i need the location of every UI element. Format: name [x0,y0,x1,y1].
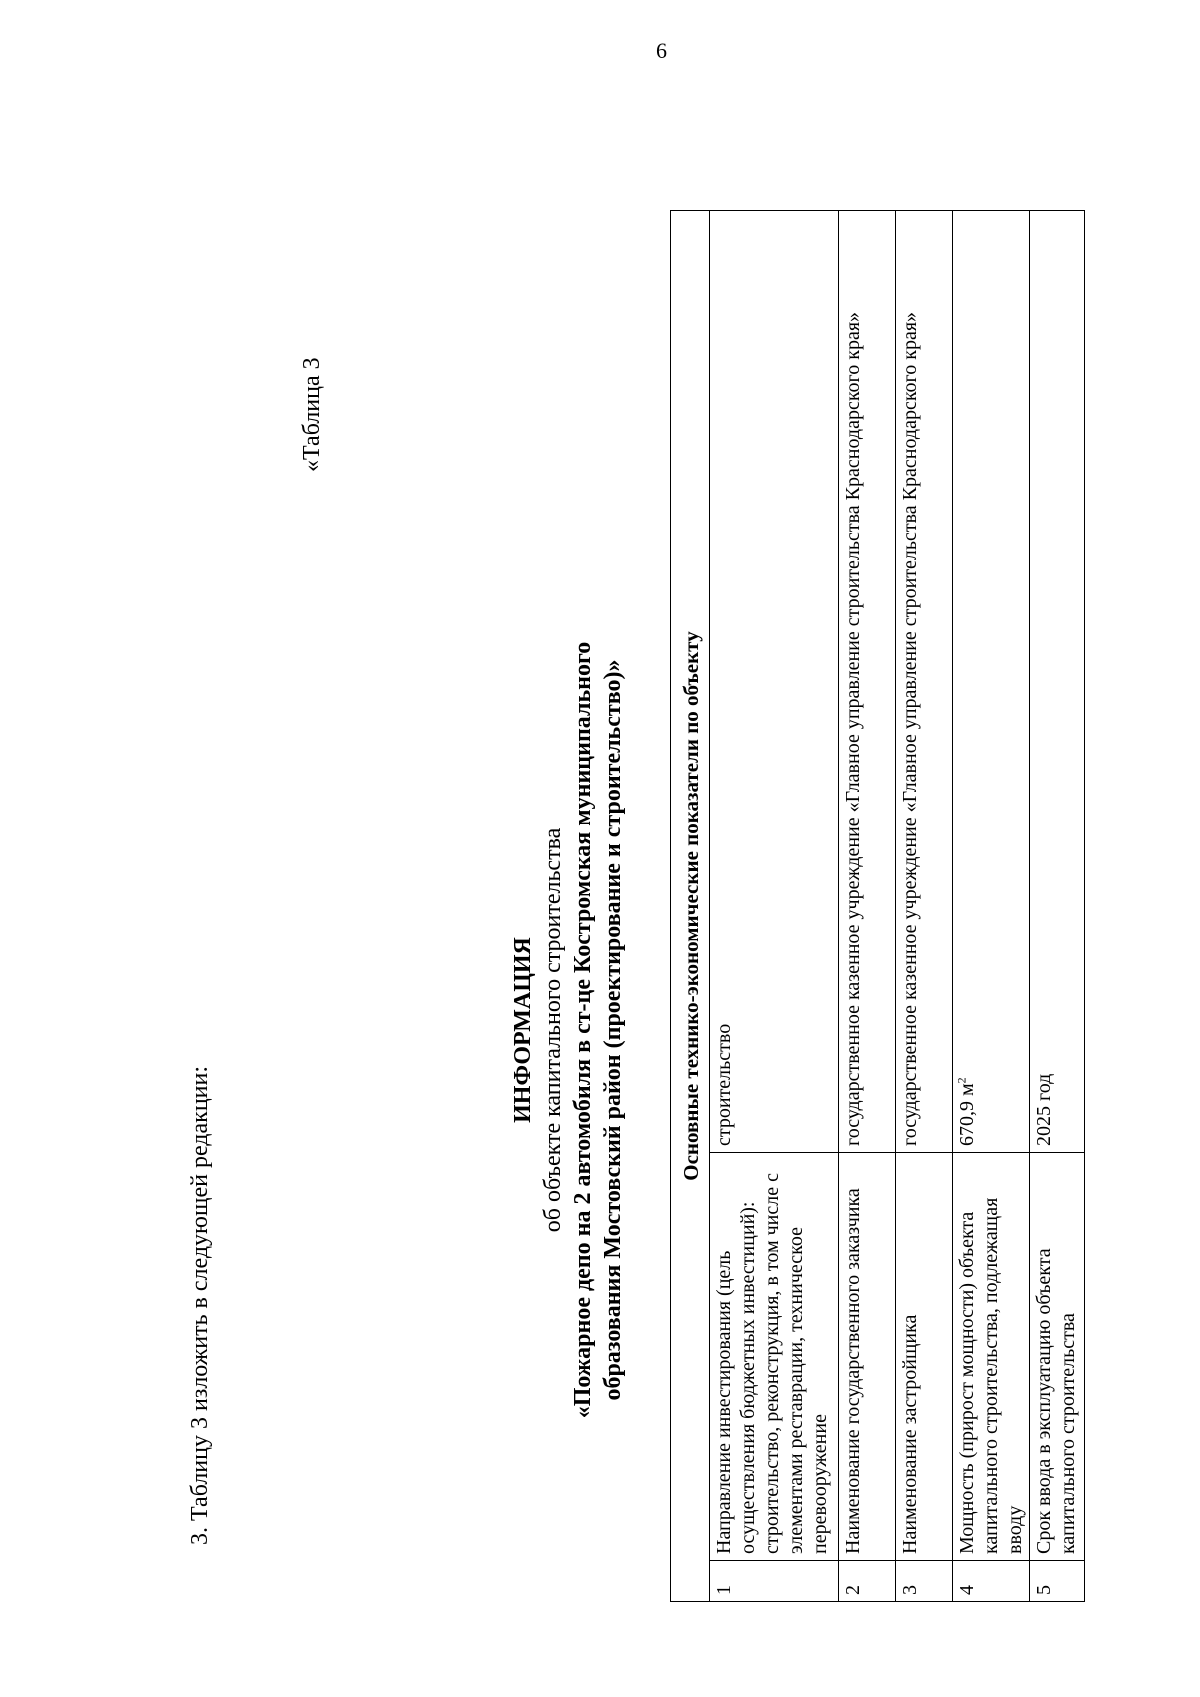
table-row [953,211,1030,1602]
table-header-row [671,211,710,1602]
row-value: 670,9 м [956,1083,978,1146]
row-label: Наименование застройщика [896,1153,953,1561]
row-number: 4 [953,1561,1030,1602]
heading-subtitle: об объекте капитального строительства [540,827,566,1233]
row-value: строительство [710,211,839,1153]
row-number: 2 [839,1561,896,1602]
row-value-cell [953,211,1030,1153]
table-header: Основные технико-экономические показатели по объекту [671,211,710,1602]
info-table [670,210,1085,1602]
table-row [839,211,896,1602]
landscape-content [0,90,1200,1650]
intro-text: 3. Таблицу 3 изложить в следующей редакции: [187,1065,213,1545]
row-value: государственное казенное учреждение «Главное управление строительства Краснодарского края» [896,211,953,1153]
row-number: 3 [896,1561,953,1602]
heading-title: ИНФОРМАЦИЯ [510,937,536,1123]
document-heading [508,480,628,1580]
row-number: 5 [1030,1561,1085,1602]
row-label: Мощность (прирост мощности) объекта капитального строительства, подлежащая вводу [953,1153,1030,1561]
row-label: Наименование государственного заказчика [839,1153,896,1561]
table-row [1030,211,1085,1602]
page-number: 6 [656,38,667,63]
heading-object-name-line-2: образования Мостовский район (проектирование и строительство)» [600,659,626,1401]
row-number: 1 [710,1561,839,1602]
row-value: 2025 год [1030,211,1085,1153]
table-row [896,211,953,1602]
row-label: Срок ввода в эксплуатацию объекта капитального строительства [1030,1153,1085,1561]
table-row [710,211,839,1602]
row-label: Направление инвестирования (цель осуществления бюджетных инвестиций): строительство, реконструкция, в том числе с элементами реставрации, техническое перевооружение [710,1153,839,1561]
unit-superscript: 2 [954,1077,969,1084]
table-reference: «Таблица 3 [299,357,325,472]
row-value: государственное казенное учреждение «Главное управление строительства Краснодарского края» [839,211,896,1153]
heading-object-name-line-1: «Пожарное депо на 2 автомобиля в ст-це Костромская муниципального [570,641,596,1419]
